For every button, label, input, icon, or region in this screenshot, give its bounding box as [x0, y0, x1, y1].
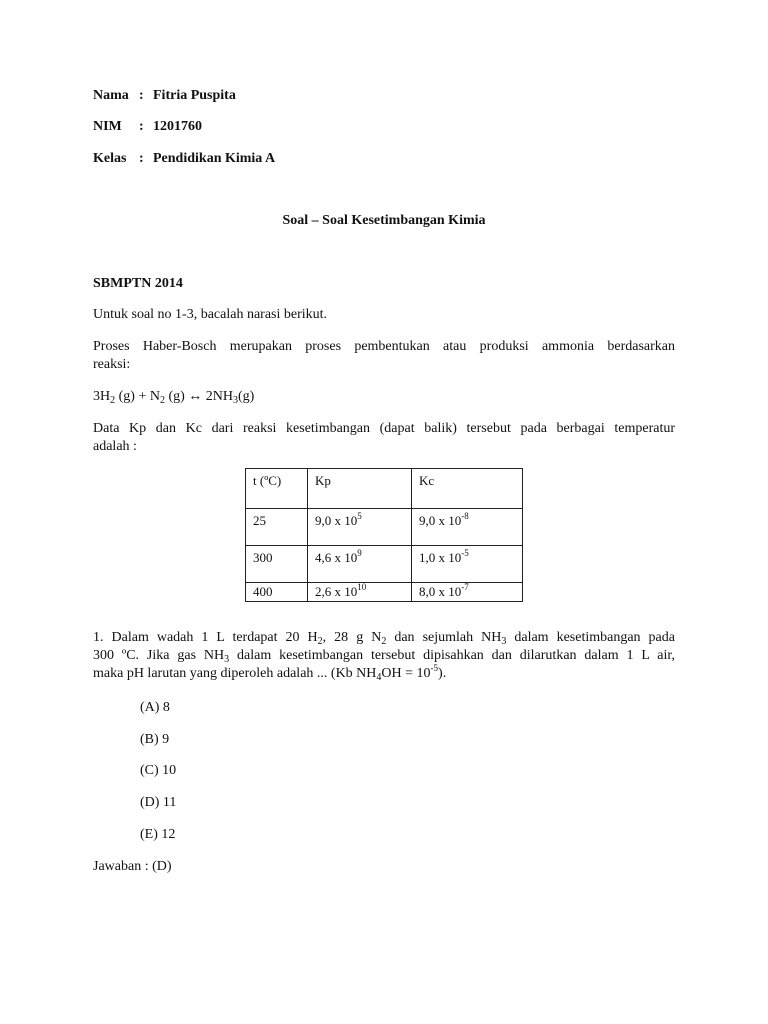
name-label: Nama [93, 88, 129, 103]
intro-text: Untuk soal no 1-3, bacalah narasi berikut. [93, 307, 328, 322]
reaction-part: 3H [93, 389, 111, 404]
q-subscript: 4 [376, 672, 382, 683]
narrative-line-2: reaksi: [93, 357, 131, 372]
header-cell-kc: Kc [412, 469, 523, 509]
cell-kp [308, 583, 412, 602]
kp-base: 2,6 x 10 [315, 584, 358, 599]
class-label: Kelas [93, 151, 127, 166]
question-1-line-2 [93, 647, 675, 665]
kp-kc-table [245, 468, 523, 602]
reaction-equation [93, 388, 254, 406]
q-subscript: 3 [501, 636, 507, 647]
option-b: (B) 9 [140, 732, 170, 747]
nim-colon: : [139, 119, 144, 134]
student-class-line [93, 150, 275, 168]
student-name-line [93, 87, 236, 105]
section-heading: SBMPTN 2014 [93, 276, 183, 291]
data-paragraph [93, 420, 675, 456]
table-header-row [246, 469, 523, 509]
option-a: (A) 8 [140, 700, 170, 715]
table-row [246, 583, 523, 602]
kc-exponent: -8 [461, 511, 469, 521]
option-e: (E) 12 [140, 827, 176, 842]
reaction-part: (g) ↔ 2NH [164, 389, 234, 404]
cell-kp [308, 509, 412, 546]
q-text: 1. Dalam wadah 1 L terdapat 20 H [93, 630, 318, 645]
student-nim-line [93, 118, 202, 136]
question-1-line-3 [93, 663, 447, 683]
q-text: dalam kesetimbangan pada [506, 630, 675, 645]
q-text: maka pH larutan yang diperoleh adalah ... (Kb NH [93, 666, 377, 681]
kp-exponent: 9 [357, 548, 362, 558]
cell-temperature: 400 [246, 583, 308, 602]
document-title: Soal – Soal Kesetimbangan Kimia [282, 213, 486, 228]
kc-exponent: -7 [461, 582, 469, 592]
q-text: OH = 10 [381, 666, 431, 681]
reaction-subscript: 2 [159, 395, 165, 406]
table-row [246, 546, 523, 583]
nim-label: NIM [93, 119, 122, 134]
class-colon: : [139, 151, 144, 166]
option-c: (C) 10 [140, 763, 177, 778]
q-text: dalam kesetimbangan tersebut dipisahkan dan dilarutkan dalam 1 L air, [229, 648, 675, 663]
reaction-part: (g) [238, 389, 255, 404]
q-text: dan sejumlah NH [386, 630, 502, 645]
narrative-line-1: Proses Haber-Bosch merupakan proses pembentukan atau produksi ammonia berdasarkan [93, 339, 675, 354]
reaction-part: (g) + N [115, 389, 160, 404]
cell-temperature: 300 [246, 546, 308, 583]
q-text: , 28 g N [322, 630, 382, 645]
q-text: ). [438, 666, 447, 681]
cell-kc [412, 583, 523, 602]
cell-kp [308, 546, 412, 583]
q-subscript: 2 [381, 636, 387, 647]
kc-base: 8,0 x 10 [419, 584, 462, 599]
q-subscript: 2 [317, 636, 323, 647]
reaction-subscript: 2 [110, 395, 116, 406]
kc-base: 9,0 x 10 [419, 513, 462, 528]
data-line-1: Data Kp dan Kc dari reaksi kesetimbangan (dapat balik) tersebut pada berbagai temperatur [93, 421, 675, 436]
q-superscript: -5 [430, 663, 439, 673]
kp-base: 9,0 x 10 [315, 513, 358, 528]
kp-exponent: 5 [357, 511, 362, 521]
data-line-2: adalah : [93, 439, 137, 454]
question-1-line-1 [93, 629, 675, 647]
narrative-paragraph [93, 338, 675, 374]
kc-base: 1,0 x 10 [419, 550, 462, 565]
class-value: Pendidikan Kimia A [153, 151, 276, 166]
reaction-subscript: 3 [233, 395, 239, 406]
q-text: 300 ºC. Jika gas NH [93, 648, 225, 663]
kp-exponent: 10 [357, 582, 367, 592]
name-value: Fitria Puspita [153, 88, 236, 103]
question-1 [93, 629, 675, 683]
nim-value: 1201760 [153, 119, 202, 134]
q-subscript: 3 [224, 654, 230, 665]
table-row [246, 509, 523, 546]
header-cell-temperature: t (ºC) [246, 469, 308, 509]
kp-base: 4,6 x 10 [315, 550, 358, 565]
header-cell-kp: Kp [308, 469, 412, 509]
answer-text: Jawaban : (D) [93, 859, 172, 874]
kc-exponent: -5 [461, 548, 469, 558]
cell-temperature: 25 [246, 509, 308, 546]
cell-kc [412, 546, 523, 583]
name-colon: : [139, 88, 144, 103]
option-d: (D) 11 [140, 795, 177, 810]
cell-kc [412, 509, 523, 546]
